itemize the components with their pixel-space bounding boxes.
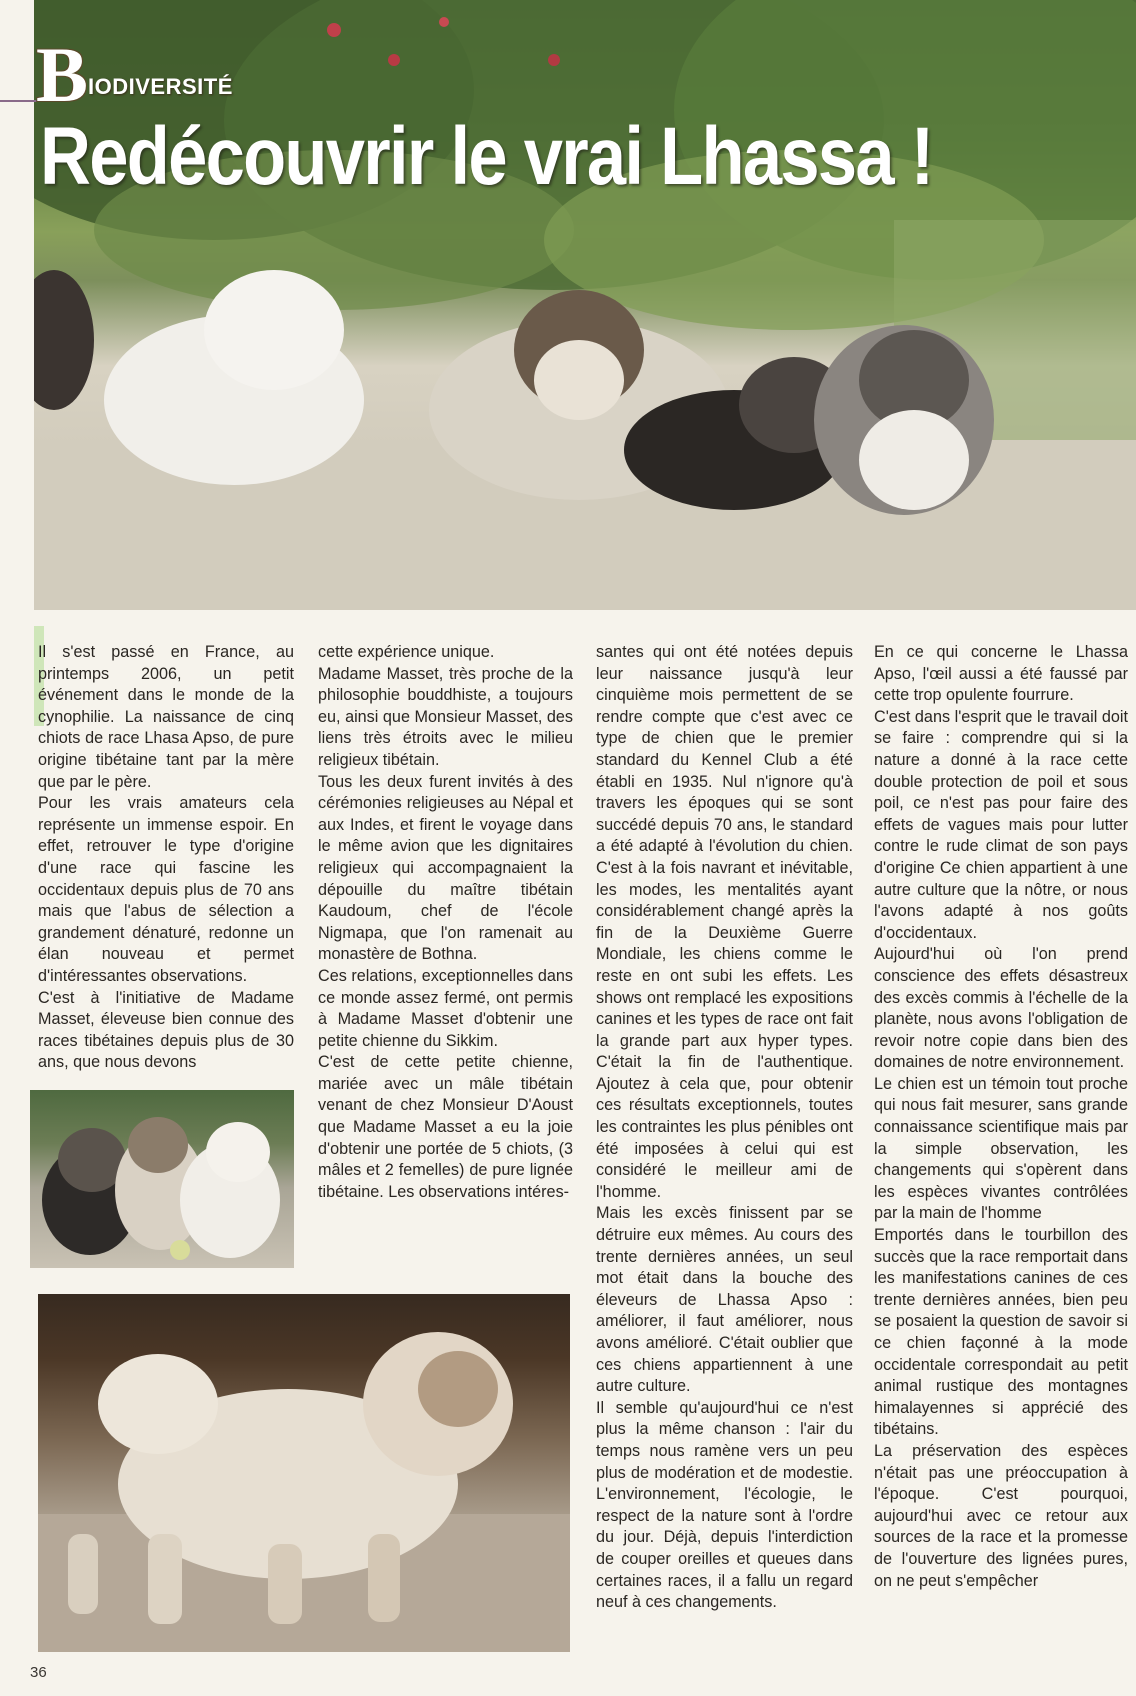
paragraph: Tous les deux furent invités à des cérémonies religieuses au Népal et aux Indes, et firent le voyage dans le même avion que les dignitaires religieux qui accompagnaient la dépouille du maître tibétain Kaudoum, chef de l'école Nigmapa, que l'on ramenait au monastère de Bothna. <box>318 772 573 964</box>
walking-dog-illustration <box>38 1294 570 1652</box>
paragraph: Le chien est un témoin tout proche qui nous fait mesurer, sans grande connaissance scientifique mais par la simple observation, les changements qui s'opèrent dans les espèces vivantes contrôlées par la main de l'homme <box>874 1074 1128 1223</box>
paragraph: Ces relations, exceptionnelles dans ce monde assez fermé, ont permis à Madame Masset d'obtenir une petite chienne du Sikkim. <box>318 966 573 1050</box>
photo-walking-dog <box>38 1294 570 1652</box>
text-column-1 <box>38 642 294 1074</box>
kicker-label: IODIVERSITÉ <box>88 74 233 99</box>
paragraph: C'est dans l'esprit que le travail doit se faire : comprendre qui si la nature a donné à la race cette double protection de poil et sous poil, ce n'est pas pour faire des effets de vagues mais pour lutter contre le rude climat de son pays d'origine Ce chien appartient à une autre culture que la nôtre, or nous l'avons adapté à nos goûts d'occidentaux. <box>874 707 1128 942</box>
paragraph: La préservation des espèces n'était pas une préoccupation à l'époque. C'est pourquoi, aujourd'hui avec ce retour aux sources de la race et la promesse de l'ouverture des lignées pures, on ne peut s'empêcher <box>874 1441 1128 1590</box>
paragraph: C'est de cette petite chienne, mariée avec un mâle tibétain venant de chez Monsieur D'Aoust que Madame Masset a eu la joie d'obtenir une portée de 5 chiots, (3 mâles et 2 femelles) de pure lignée tibétaine. Les observations intéres- <box>318 1053 573 1201</box>
article-headline: Redécouvrir le vrai Lhassa ! <box>40 111 933 202</box>
kicker-initial: B <box>36 31 89 118</box>
photo-three-puppies <box>30 1090 294 1268</box>
text-column-2 <box>318 642 573 1203</box>
paragraph: Il semble qu'aujourd'hui ce n'est plus la même chanson : l'air du temps nous ramène vers un peu plus de modération et de modestie. L'environnement, l'écologie, le respect de la nature sont à l'ordre du jour. Déjà, depuis l'interdiction de couper oreilles et queues dans certaines races, il a fallu un regard neuf à ces changements. <box>596 1398 853 1612</box>
paragraph: Emportés dans le tourbillon des succès que la race remportait dans les manifestations canines de ces trente dernières années, bien peu se posaient la question de savoir si ce chien façonné à la mode occidentale correspondait au petit animal rustique des montagnes himalayennes si apprécié des tibétains. <box>874 1226 1128 1439</box>
paragraph: Madame Masset, très proche de la philosophie bouddhiste, a toujours eu, ainsi que Monsieur Masset, des liens très étroits avec le milieu religieux tibétain. <box>318 664 573 769</box>
paragraph: Aujourd'hui où l'on prend conscience des effets désastreux des excès commis à l'échelle de la planète, nous avons l'obligation de revoir notre copie dans bien des domaines de notre environnement. <box>874 945 1128 1072</box>
paragraph: C'est à l'initiative de Madame Masset, éleveuse bien connue des races tibétaines depuis plus de 30 ans, que nous devons <box>38 988 294 1072</box>
puppies-illustration <box>30 1090 294 1268</box>
paragraph: Mais les excès finissent par se détruire eux mêmes. Au cours des trente dernières années, un seul mot était dans la bouche des éleveurs de Lhassa Apso : améliorer, il faut améliorer, nous avons amélioré. C'était oublier que ces chiens appartiennent à une autre culture. <box>596 1204 853 1396</box>
paragraph: Pour les vrais amateurs cela représente un immense espoir. En effet, retrouver le type d'origine d'une race qui fascine les occidentaux depuis plus de 70 ans mais que l'abus de sélection a grandement dénaturé, redonne un élan nouveau et permet d'intéressantes observations. <box>38 794 294 985</box>
section-kicker <box>36 31 233 118</box>
text-column-4 <box>874 642 1128 1592</box>
page-number: 36 <box>30 1664 47 1681</box>
paragraph: santes qui ont été notées depuis leur naissance jusqu'à leur cinquième mois permettent de se rendre compte que c'est avec ce type de chien que le premier standard du Kennel Club a été établi en 1935. Nul n'ignore qu'à travers les époques qui se sont succédé depuis 70 ans, le standard a été adapté à l'évolution du chien. C'est à la fois navrant et inévitable, les modes, les mentalités ayant considérablement changé après la fin de la Deuxième Guerre Mondiale, les chiens comme le reste en ont subi les effets. Les shows ont remplacé les expositions canines et les types de race ont fait la grande part aux hyper types. C'était la fin de l'authentique. Ajoutez à cela que, pour obtenir ces résultats exceptionnels, toutes les contraintes les plus pénibles ont été imposées à celui qui est considéré le meilleur ami de l'homme. <box>596 643 853 1201</box>
text-column-3 <box>596 642 853 1614</box>
kicker-rule <box>0 100 40 102</box>
paragraph: Il s'est passé en France, au printemps 2006, un petit événement dans le monde de la cynophilie. La naissance de cinq chiots de race Lhasa Apso, de pure origine tibétaine tant par la mère que par le père. <box>38 643 294 791</box>
paragraph: En ce qui concerne le Lhassa Apso, l'œil aussi a été faussé par cette trop opulente fourrure. <box>874 643 1128 705</box>
paragraph: cette expérience unique. <box>318 643 495 661</box>
